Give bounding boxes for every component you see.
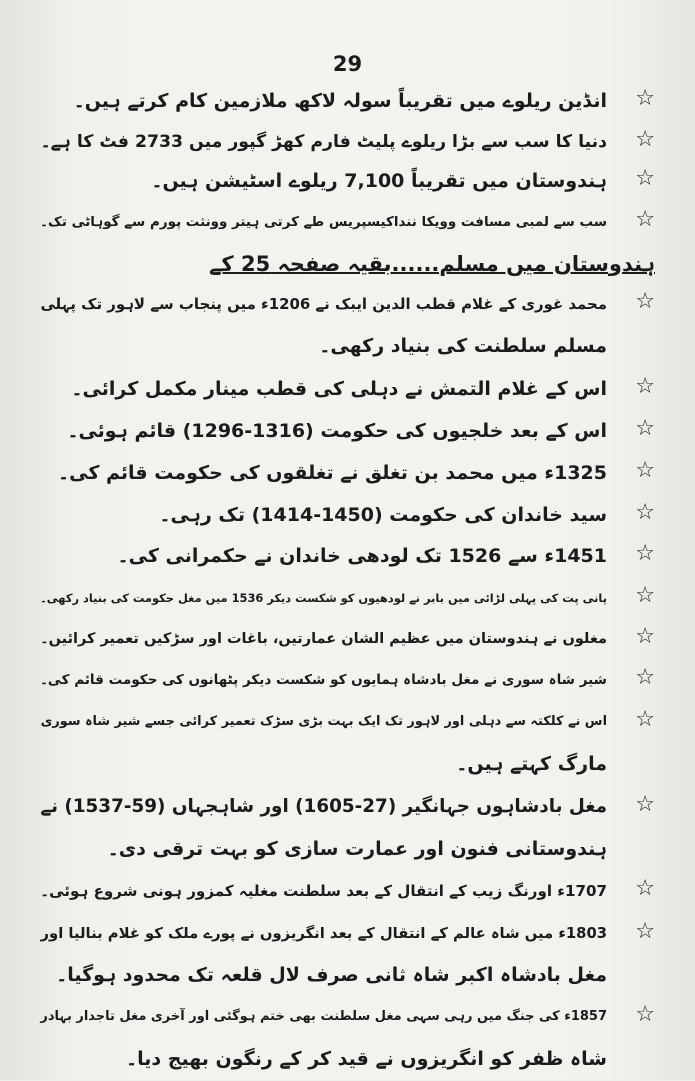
text-line-content: شاہ ظفر کو انگریزوں نے قید کر کے رنگون بھیج دیا۔ — [126, 1048, 607, 1070]
section-heading-text: ہندوستان میں مسلم......بقیہ صفحہ 25 کے — [209, 252, 655, 276]
text-line-content: مغلوں نے ہندوستان میں عظیم الشان عمارتیں، باغات اور سڑکیں تعمیر کرائیں۔ — [40, 631, 607, 647]
text-line-content: 1325ء میں محمد بن تغلق نے تغلقوں کی حکومت قائم کی۔ — [57, 462, 607, 484]
star-bullet-icon: ☆ — [635, 1002, 655, 1027]
star-bullet-icon: ☆ — [635, 876, 655, 901]
text-line — [0, 286, 695, 326]
text-line — [0, 413, 695, 453]
star-bullet-icon: ☆ — [635, 500, 655, 525]
star-bullet-icon: ☆ — [635, 374, 655, 399]
text-line-content: انڈین ریلوے میں تقریباً سولہ لاکھ ملازمین کام کرتے ہیں۔ — [73, 90, 607, 112]
star-bullet-icon: ☆ — [635, 665, 655, 690]
text-line — [0, 957, 695, 997]
text-line — [0, 873, 695, 913]
text-line — [0, 455, 695, 495]
text-line — [0, 831, 695, 871]
text-line-content: مسلم سلطنت کی بنیاد رکھی۔ — [319, 335, 607, 357]
text-line-content: 1803ء میں شاہ عالم کے انتقال کے بعد انگریزوں نے پورے ملک کو غلام بنالیا اور — [40, 925, 607, 942]
star-bullet-icon: ☆ — [635, 919, 655, 944]
text-line-content: اس نے کلکتہ سے دہلی اور لاہور تک ایک بہت بڑی سڑک تعمیر کرائی جسے شیر شاہ سوری — [40, 714, 607, 729]
text-line — [0, 704, 695, 744]
star-bullet-icon: ☆ — [635, 166, 655, 191]
star-bullet-icon: ☆ — [635, 792, 655, 817]
text-line — [0, 580, 695, 620]
section-heading — [0, 246, 695, 286]
star-bullet-icon: ☆ — [635, 289, 655, 314]
text-line-content: 1451ء سے 1526 تک لودھی خاندان نے حکمرانی کی۔ — [117, 545, 607, 567]
text-line — [0, 746, 695, 786]
text-line — [0, 621, 695, 661]
text-line-content: 1857ء کی جنگ میں رہی سہی مغل سلطنت بھی ختم ہوگئی اور آخری مغل تاجدار بہادر — [40, 1009, 607, 1024]
star-bullet-icon: ☆ — [635, 458, 655, 483]
text-line-content: شیر شاہ سوری نے مغل بادشاہ ہمایوں کو شکست دیکر پٹھانوں کی حکومت قائم کی۔ — [39, 672, 607, 688]
star-bullet-icon: ☆ — [635, 624, 655, 649]
star-bullet-icon: ☆ — [635, 541, 655, 566]
star-bullet-icon: ☆ — [635, 416, 655, 441]
text-line — [0, 999, 695, 1039]
text-line-content: سید خاندان کی حکومت (1450-1414) تک رہی۔ — [159, 504, 607, 526]
text-line-content: 1707ء اورنگ زیب کے انتقال کے بعد سلطنت مغلیہ کمزور ہونی شروع ہوئی۔ — [40, 882, 607, 900]
text-line-content: مارگ کہتے ہیں۔ — [456, 753, 607, 775]
text-line-content: ہندوستانی فنون اور عمارت سازی کو بہت ترقی دی۔ — [107, 838, 607, 860]
text-line — [0, 789, 695, 829]
text-line — [0, 916, 695, 956]
text-line — [0, 83, 695, 123]
text-line — [0, 163, 695, 203]
star-bullet-icon: ☆ — [635, 86, 655, 111]
text-line — [0, 371, 695, 411]
text-line-content: دنیا کا سب سے بڑا ریلوے پلیٹ فارم کھڑ گپور میں 2733 فٹ کا ہے۔ — [40, 132, 607, 152]
star-bullet-icon: ☆ — [635, 127, 655, 152]
page-number: 29 — [332, 52, 363, 76]
text-line — [0, 662, 695, 702]
star-bullet-icon: ☆ — [635, 207, 655, 232]
text-line-content: پانی پت کی پہلی لڑائی میں بابر نے لودھیوں کو شکست دیکر 1536 میں مغل حکومت کی بنیاد رکھی۔ — [40, 591, 607, 605]
text-line-content: اس کے بعد خلجیوں کی حکومت (1316-1296) قائم ہوئی۔ — [67, 420, 607, 442]
text-line — [0, 538, 695, 578]
text-line — [0, 497, 695, 537]
text-line-content: سب سے لمبی مسافت وویکا ننداکیسپریس طے کرتی ہیتر وونثت پورم سے گوہاٹی تک۔ — [40, 214, 607, 230]
text-line — [0, 1041, 695, 1081]
text-line-content: اس کے غلام التمش نے دہلی کی قطب مینار مکمل کرائی۔ — [71, 378, 607, 400]
text-line — [0, 124, 695, 164]
star-bullet-icon: ☆ — [635, 707, 655, 732]
text-line-content: مغل بادشاہوں جہانگیر (27-1605) اور شاہجہاں (59-1537) نے — [40, 796, 607, 817]
text-line — [0, 204, 695, 244]
text-line-content: ہندوستان میں تقریباً 7,100 ریلوے اسٹیشن ہیں۔ — [151, 170, 607, 192]
text-line-content: مغل بادشاہ اکبر شاہ ثانی صرف لال قلعہ تک محدود ہوگیا۔ — [56, 964, 607, 986]
text-line-content: محمد غوری کے غلام قطب الدین ایبک نے 1206ء میں پنجاب سے لاہور تک پہلی — [40, 295, 607, 313]
text-line — [0, 328, 695, 368]
star-bullet-icon: ☆ — [635, 583, 655, 608]
